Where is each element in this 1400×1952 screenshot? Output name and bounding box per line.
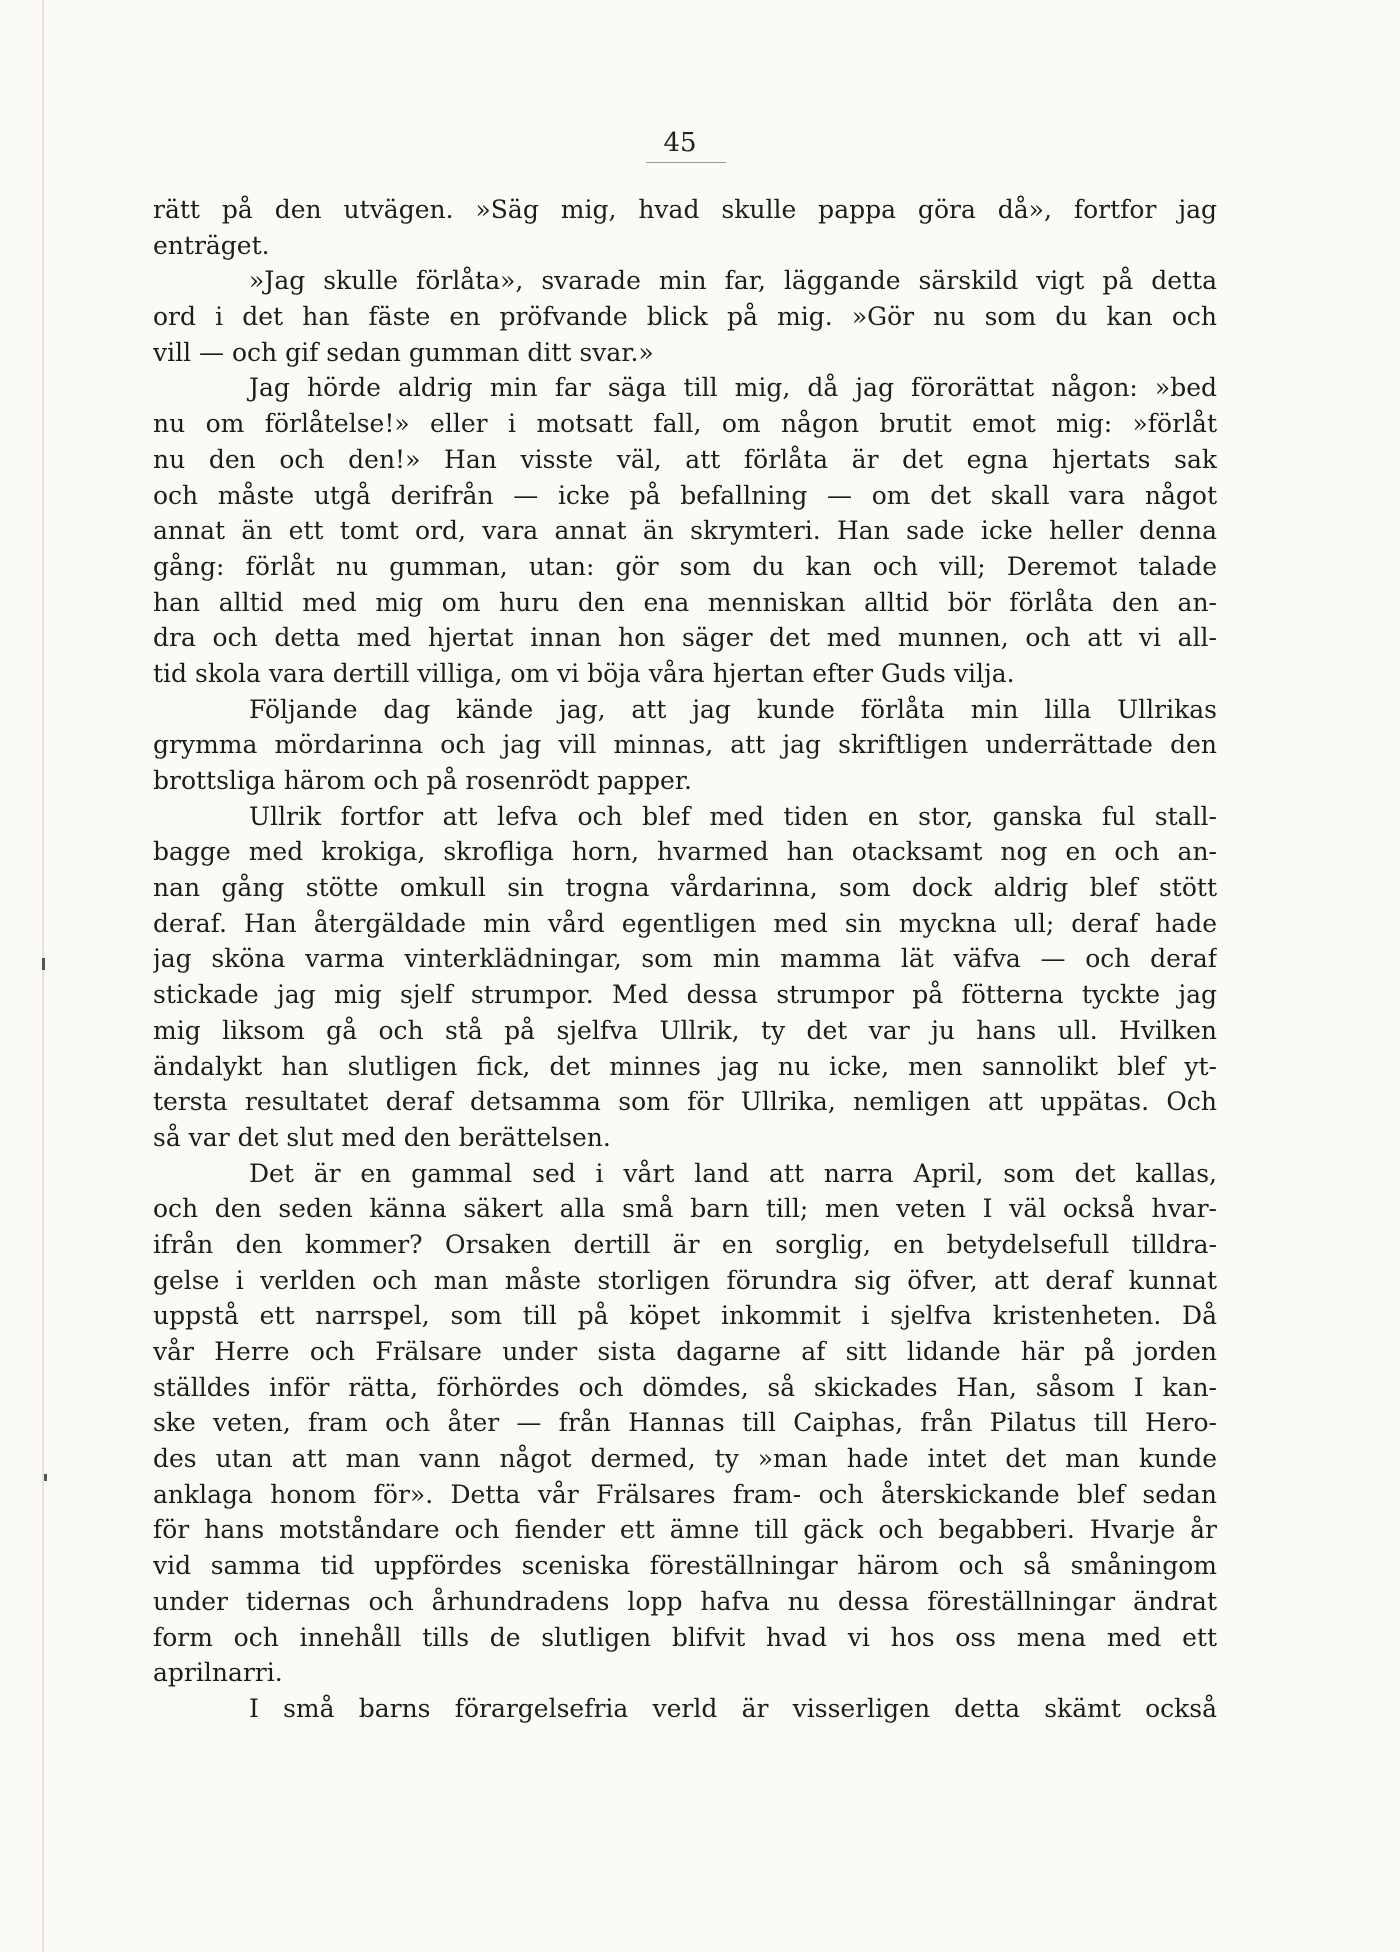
text-line: ställdes inför rätta, förhördes och dömdes, så skickades Han, såsom I kan- (153, 1372, 1217, 1402)
text-line: annat än ett tomt ord, vara annat än skrymteri. Han sade icke heller denna (153, 516, 1217, 546)
text-line: brottsliga härom och på rosenrödt papper. (153, 766, 692, 795)
text-line: ske veten, fram och åter — från Hannas till Caiphas, från Pilatus till Hero- (153, 1408, 1217, 1438)
text-line: Ullrik fortfor att lefva och blef med tiden en stor, ganska ful stall- (249, 801, 1217, 831)
text-line: I små barns förargelsefria verld är visserligen detta skämt också (249, 1693, 1217, 1723)
text-line: form och innehåll tills de slutligen blifvit hvad vi hos oss mena med ett (153, 1622, 1217, 1652)
text-line: gelse i verlden och man måste storligen förundra sig öfver, att deraf kunnat (153, 1265, 1217, 1295)
text-line: ord i det han fäste en pröfvande blick på mig. »Gör nu som du kan och (153, 302, 1217, 332)
text-line: deraf. Han återgäldade min vård egentligen med sin myckna ull; deraf hade (153, 908, 1217, 938)
text-line: bagge med krokiga, skrofliga horn, hvarmed han otacksamt nog en och an- (153, 837, 1217, 867)
text-line: så var det slut med den berättelsen. (153, 1122, 611, 1152)
page-number: 45 (663, 128, 697, 158)
page-gutter-edge (42, 0, 44, 1952)
text-line: grymma mördarinna och jag vill minnas, att jag skriftligen underrättade den (153, 730, 1217, 760)
text-line: enträget. (153, 230, 270, 260)
text-line: under tidernas och århundradens lopp hafva nu dessa föreställningar ändrat (153, 1586, 1217, 1616)
text-line: ifrån den kommer? Orsaken dertill är en sorglig, en betydelsefull tilldra- (153, 1229, 1217, 1259)
text-line: vid samma tid uppfördes sceniska föreställningar härom och så småningom (153, 1551, 1217, 1581)
text-line: han alltid med mig om huru den ena menniskan alltid bör förlåta den an- (153, 587, 1217, 617)
text-line: tid skola vara dertill villiga, om vi böja våra hjertan efter Guds vilja. (153, 658, 1015, 688)
text-line: nu om förlåtelse!» eller i motsatt fall, om någon brutit emot mig: »förlåt (153, 409, 1217, 439)
text-line: rätt på den utvägen. »Säg mig, hvad skulle pappa göra då», fortfor jag (153, 195, 1217, 224)
text-line: Jag hörde aldrig min far säga till mig, då jag förorättat någon: »bed (249, 373, 1217, 403)
text-line: och den seden känna säkert alla små barn till; men veten I väl också hvar- (153, 1194, 1217, 1224)
text-line: »Jag skulle förlåta», svarade min far, läggande särskild vigt på detta (249, 266, 1217, 296)
text-line: gång: förlåt nu gumman, utan: gör som du kan och vill; Deremot talade (153, 551, 1217, 581)
text-line: anklaga honom för». Detta vår Frälsares fram- och återskickande blef sedan (153, 1479, 1217, 1509)
text-line: och måste utgå derifrån — icke på befallning — om det skall vara något (153, 480, 1217, 510)
text-line: tersta resultatet deraf detsamma som för Ullrika, nemligen att uppätas. Och (153, 1087, 1217, 1117)
text-line: des utan att man vann något dermed, ty »man hade intet det man kunde (153, 1444, 1217, 1474)
text-line: för hans motståndare och fiender ett ämne till gäck och begabberi. Hvarje år (153, 1515, 1217, 1545)
scan-mark (44, 1474, 47, 1481)
text-line: mig liksom gå och stå på sjelfva Ullrik, ty det var ju hans ull. Hvilken (153, 1015, 1217, 1045)
text-line: uppstå ett narrspel, som till på köpet inkommit i sjelfva kristenheten. Då (153, 1301, 1217, 1331)
text-line: jag sköna varma vinterklädningar, som min mamma lät väfva — och deraf (153, 944, 1217, 974)
text-line: stickade jag mig sjelf strumpor. Med dessa strumpor på fötterna tyckte jag (153, 980, 1217, 1010)
text-line: Följande dag kände jag, att jag kunde förlåta min lilla Ullrikas (249, 694, 1217, 724)
text-line: Det är en gammal sed i vårt land att narra April, som det kallas, (249, 1158, 1217, 1188)
text-line: dra och detta med hjertat innan hon säger det med munnen, och att vi all- (153, 623, 1217, 653)
scan-mark (42, 958, 45, 970)
body-text (153, 192, 1217, 1727)
text-line: nu den och den!» Han visste väl, att förlåta är det egna hjertats sak (153, 444, 1217, 474)
text-line: nan gång stötte omkull sin trogna vårdarinna, som dock aldrig blef stött (153, 873, 1217, 903)
page-number-rule (646, 162, 726, 163)
text-line: vill — och gif sedan gumman ditt svar.» (153, 337, 654, 367)
text-line: ändalykt han slutligen fick, det minnes jag nu icke, men sannolikt blef yt- (153, 1051, 1217, 1081)
text-line: aprilnarri. (153, 1658, 283, 1688)
text-line: vår Herre och Frälsare under sista dagarne af sitt lidande här på jorden (153, 1337, 1217, 1366)
